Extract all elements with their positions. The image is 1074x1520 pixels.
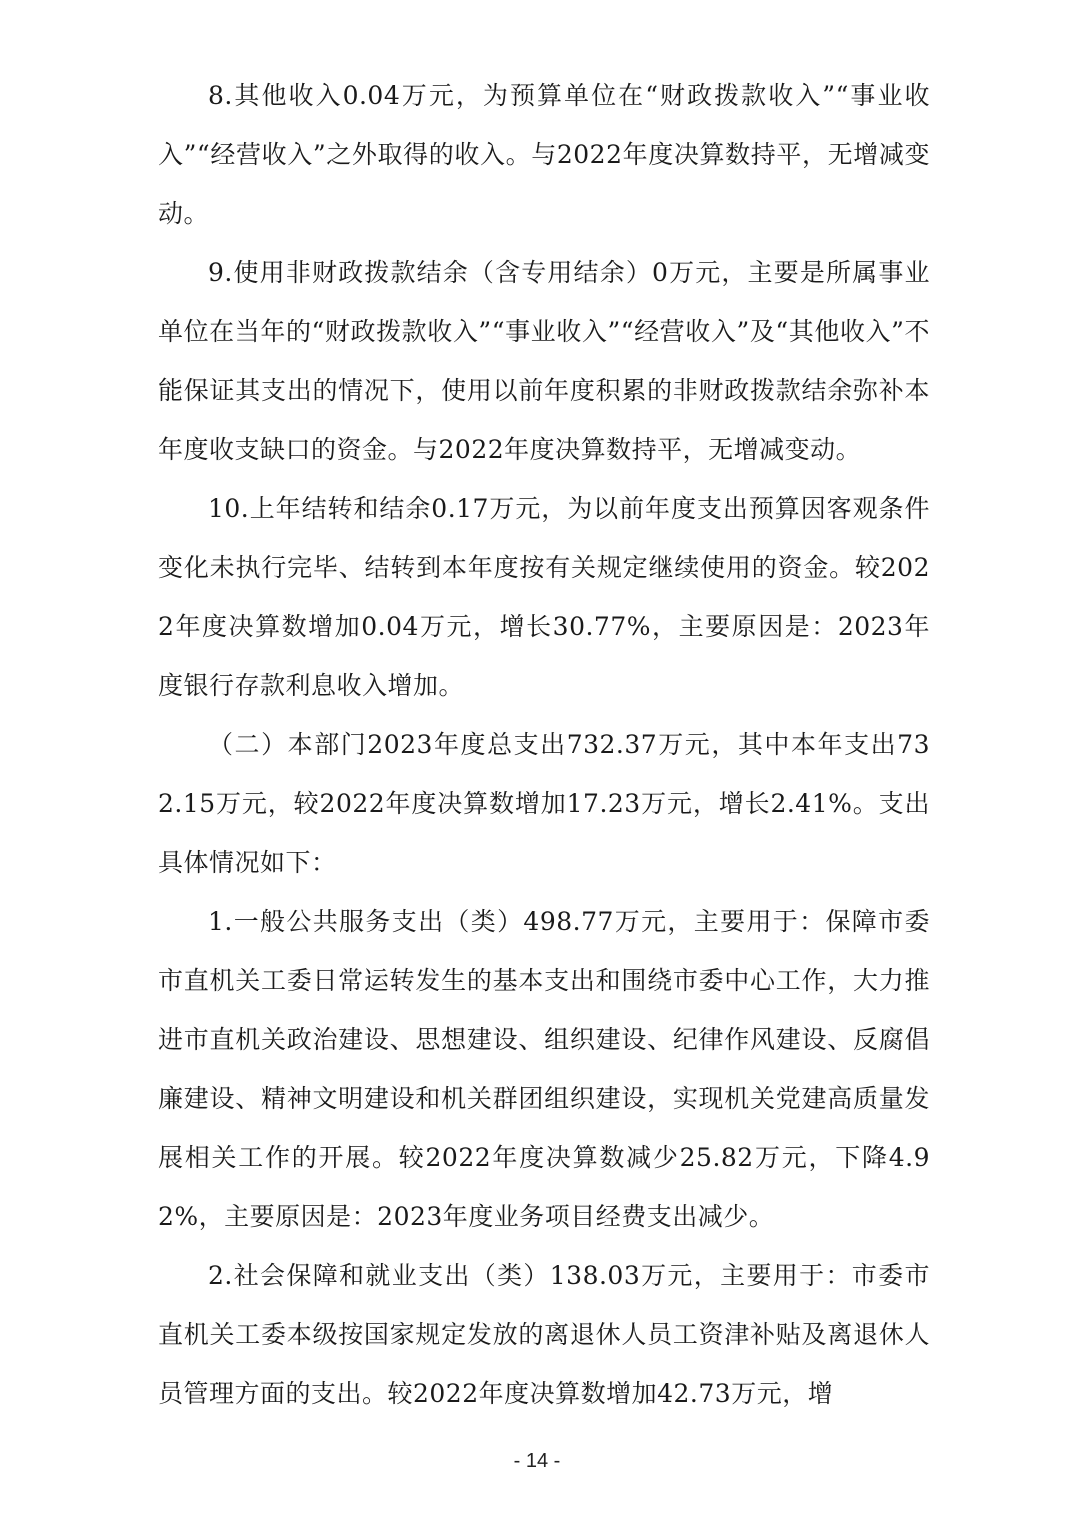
paragraph-social-security: 2.社会保障和就业支出（类）138.03万元，主要用于：市委市直机关工委本级按国家规定发放的离退休人员工资津补贴及离退休人员管理方面的支出。较2022年度决算数增加42.73万元，增 [158, 1261, 930, 1408]
document-body [158, 66, 930, 1423]
paragraph-non-fiscal-balance: 9.使用非财政拨款结余（含专用结余）0万元，主要是所属事业单位在当年的“财政拨款收入”“事业收入”“经营收入”及“其他收入”不能保证其支出的情况下，使用以前年度积累的非财政拨款结余弥补本年度收支缺口的资金。与2022年度决算数持平，无增减变动。 [158, 258, 930, 464]
paragraph-total-expenditure: （二）本部门2023年度总支出732.37万元，其中本年支出732.15万元，较2022年度决算数增加17.23万元，增长2.41%。支出具体情况如下： [158, 730, 930, 877]
page-number: - 14 - [513, 1450, 561, 1472]
paragraph-general-public-service: 1.一般公共服务支出（类）498.77万元，主要用于：保障市委市直机关工委日常运转发生的基本支出和围绕市委中心工作，大力推进市直机关政治建设、思想建设、组织建设、纪律作风建设、反腐倡廉建设、精神文明建设和机关群团组织建设，实现机关党建高质量发展相关工作的开展。较2022年度决算数减少25.82万元，下降4.92%，主要原因是：2023年度业务项目经费支出减少。 [158, 907, 930, 1231]
paragraph-carryover: 10.上年结转和结余0.17万元，为以前年度支出预算因客观条件变化未执行完毕、结转到本年度按有关规定继续使用的资金。较2022年度决算数增加0.04万元，增长30.77%，主要原因是：2023年度银行存款利息收入增加。 [158, 494, 930, 700]
paragraph-other-income: 8.其他收入0.04万元，为预算单位在“财政拨款收入”“事业收入”“经营收入”之外取得的收入。与2022年度决算数持平，无增减变动。 [158, 81, 930, 228]
